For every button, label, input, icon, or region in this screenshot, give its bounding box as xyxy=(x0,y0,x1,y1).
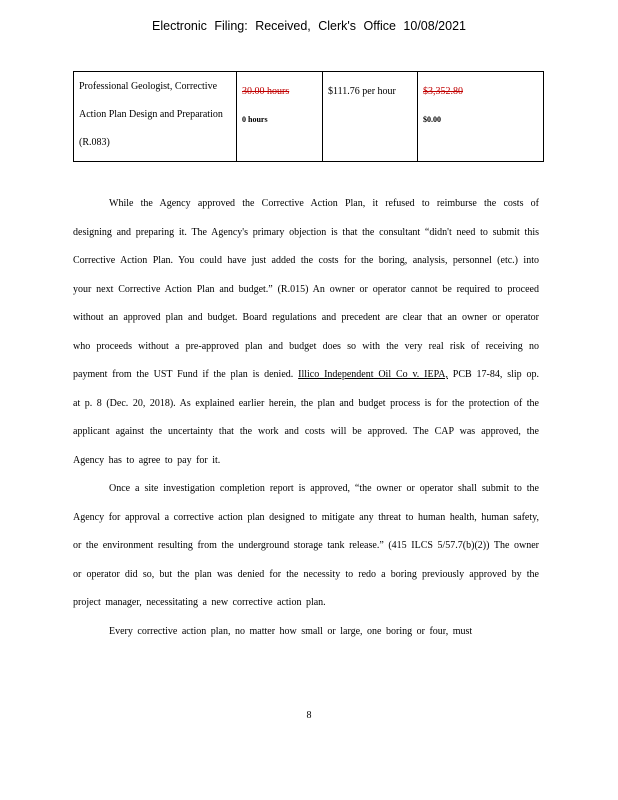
paragraph-1-text-b: PCB 17-84, slip op. at p. 8 (Dec. 20, 2018). As explained earlier herein, the plan and budget process is for the protection of the applicant against the uncertainty that the work and costs will be approved. The CAP was approved, the Agency has to agree to pay for it. xyxy=(73,369,539,466)
filing-header: Electronic Filing: Received, Clerk's Office 10/08/2021 xyxy=(152,19,466,33)
case-citation: Illico Independent Oil Co v. IEPA, xyxy=(298,369,448,380)
rate-cell: $111.76 per hour xyxy=(323,72,418,162)
cost-table xyxy=(73,71,544,162)
paragraph-1-text-a: While the Agency approved the Corrective Action Plan, it refused to reimburse the costs of designing and preparing it. The Agency's primary objection is that the consultant “didn't need to submit this Corrective Action Plan. You could have just added the costs for the boring, analysis, personnel (etc.) into your next Corrective Action Plan and budget.” (R.015) An owner or operator cannot be required to proceed without an approved plan and budget. Board regulations and precedent are clear that an owner or operator who proceeds without a pre-approved plan and budget does so with the very real risk of receiving no payment from the UST Fund if the plan is denied. xyxy=(73,198,539,380)
hours-cell xyxy=(237,72,323,162)
paragraph-1 xyxy=(73,190,539,475)
table-row xyxy=(74,72,544,162)
hours-struck: 30.00 hours xyxy=(242,86,290,97)
task-description: Professional Geologist, Corrective Action Plan Design and Preparation (R.083) xyxy=(74,72,237,162)
hours-new: 0 hours xyxy=(242,115,268,124)
paragraph-2: Once a site investigation completion report is approved, “the owner or operator shall submit to the Agency for approval a corrective action plan designed to mitigate any threat to human health, human safety, or the environment resulting from the underground storage tank release.” (415 ILCS 5/57.7(b)(2)) The owner or operator did so, but the plan was denied for the necessity to redo a boring previously approved by the project manager, necessitating a new corrective action plan. xyxy=(73,483,539,608)
amount-cell xyxy=(418,72,544,162)
paragraph-3: Every corrective action plan, no matter how small or large, one boring or four, must xyxy=(109,625,473,637)
amount-new: $0.00 xyxy=(423,115,441,124)
page-number: 8 xyxy=(306,710,312,721)
document-body xyxy=(73,190,539,646)
amount-struck: $3,352.80 xyxy=(423,86,463,97)
